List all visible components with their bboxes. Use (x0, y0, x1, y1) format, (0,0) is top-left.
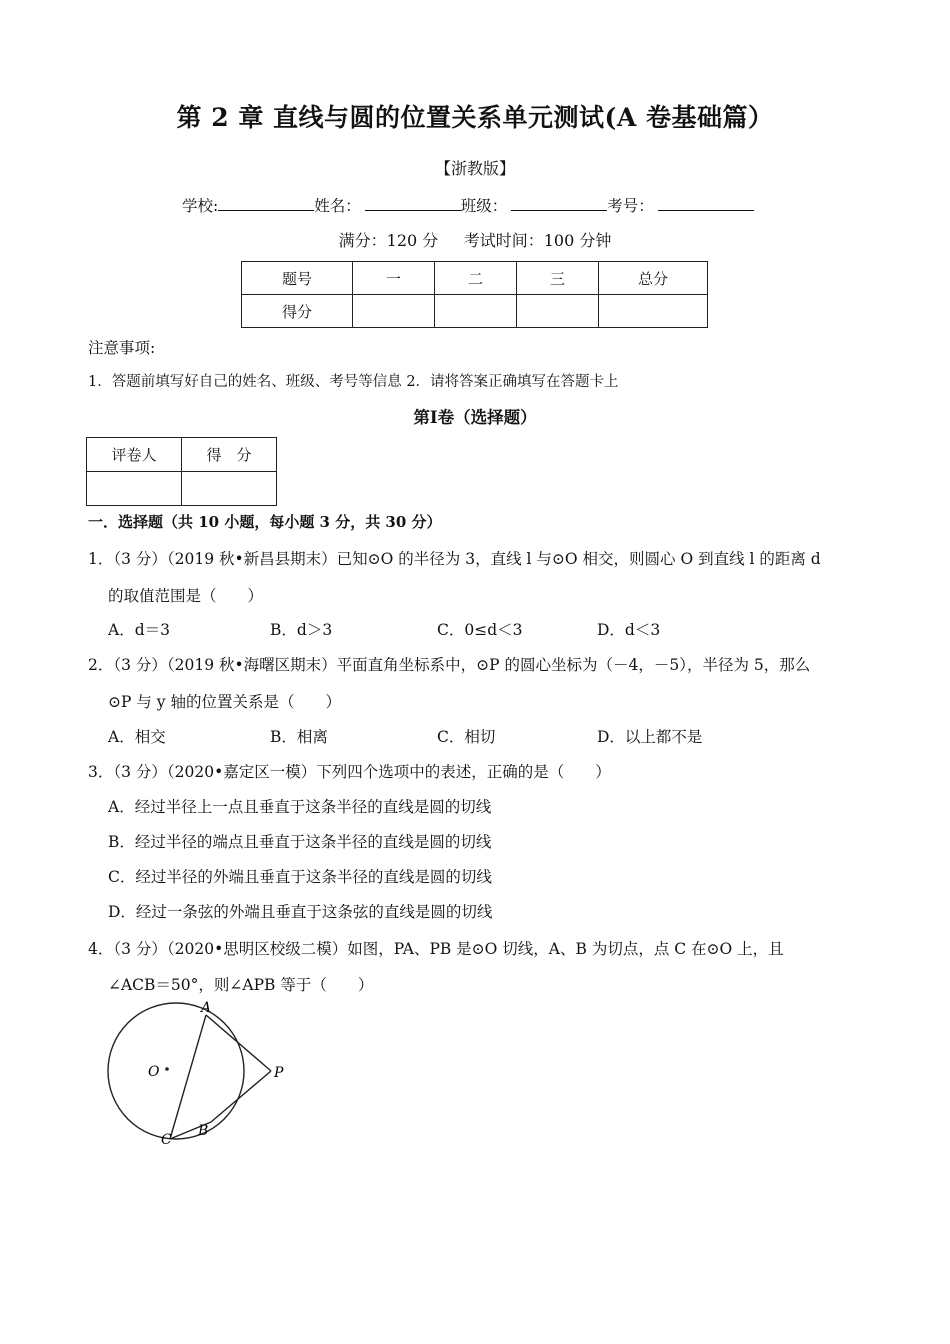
exam-no-label: 考号： (607, 197, 654, 215)
label-p: P (274, 1065, 284, 1081)
score-cell[interactable] (182, 472, 277, 506)
q2-option-d[interactable]: D．以上都不是 (597, 728, 703, 746)
score-cell[interactable] (353, 295, 435, 328)
score-time-line: 满分：120 分 考试时间：100 分钟 (338, 231, 612, 250)
score-cell[interactable] (517, 295, 599, 328)
q3-option-c[interactable]: C．经过半径的外端且垂直于这条半径的直线是圆的切线 (108, 868, 492, 886)
q2-stem: 2．（3 分）（2019 秋•海曙区期末）平面直角坐标系中，⊙P 的圆心坐标为（－4，－5），半径为 5，那么 (88, 656, 811, 674)
q2-stem-cont: ⊙P 与 y 轴的位置关系是（ ） (108, 693, 341, 711)
score-table-header-cell: 一 (353, 262, 435, 295)
q1-stem-cont: 的取值范围是（ ） (108, 587, 264, 605)
label-o: O (148, 1064, 160, 1080)
grader-table (86, 437, 277, 506)
score-row-label: 得分 (242, 295, 353, 328)
q1-option-d[interactable]: D．d＜3 (597, 621, 661, 639)
q3-option-d[interactable]: D．经过一条弦的外端且垂直于这条弦的直线是圆的切线 (108, 903, 493, 921)
school-blank[interactable] (218, 195, 314, 211)
grader-cell[interactable] (87, 472, 182, 506)
tangent-pa (206, 1015, 271, 1071)
school-label: 学校: (182, 197, 219, 215)
q3-option-a[interactable]: A．经过半径上一点且垂直于这条半径的直线是圆的切线 (108, 798, 492, 816)
edition-label: 【浙教版】 (434, 159, 515, 178)
section-title: 第Ⅰ卷（选择题） (413, 408, 537, 427)
score-table-header-cell: 总分 (599, 262, 708, 295)
label-a: A (201, 1000, 212, 1016)
q4-stem: 4．（3 分）（2020•思明区校级二模）如图，PA、PB 是⊙O 切线，A、B 为切点，点 C 在⊙O 上，且 (88, 940, 784, 958)
q4-figure (100, 998, 300, 1150)
name-label: 姓名： (314, 197, 361, 215)
q2-option-b[interactable]: B．相离 (270, 728, 328, 746)
grader-header: 评卷人 (87, 438, 182, 472)
q1-option-a[interactable]: A．d＝3 (108, 621, 170, 639)
name-blank[interactable] (365, 195, 461, 211)
score-table-header-cell: 二 (435, 262, 517, 295)
class-label: 班级： (460, 197, 508, 215)
score-cell[interactable] (599, 295, 708, 328)
score-table-header-cell: 三 (517, 262, 599, 295)
student-info-line (182, 194, 754, 216)
q1-option-b[interactable]: B．d＞3 (270, 621, 333, 639)
q2-option-c[interactable]: C．相切 (437, 728, 496, 746)
center-point (165, 1067, 169, 1071)
score-table-header-cell: 题号 (242, 262, 353, 295)
class-blank[interactable] (511, 195, 607, 211)
section-heading: 一．选择题（共 10 小题，每小题 3 分，共 30 分） (88, 513, 442, 531)
page-title: 第 2 章 直线与圆的位置关系单元测试(A 卷基础篇） (176, 103, 774, 132)
notes-line: 1．答题前填写好自己的姓名、班级、考号等信息 2．请将答案正确填写在答题卡上 (88, 374, 619, 390)
q3-option-b[interactable]: B．经过半径的端点且垂直于这条半径的直线是圆的切线 (108, 833, 492, 851)
exam-no-blank[interactable] (658, 195, 754, 211)
q1-stem: 1．（3 分）（2019 秋•新昌县期末）已知⊙O 的半径为 3，直线 l 与⊙O 相交，则圆心 O 到直线 l 的距离 d (88, 550, 821, 568)
q2-option-a[interactable]: A．相交 (108, 728, 166, 746)
chord-ac (170, 1015, 209, 1139)
score-cell[interactable] (435, 295, 517, 328)
score-table (241, 261, 708, 328)
tangent-pb (211, 1071, 271, 1122)
q1-option-c[interactable]: C．0≤d＜3 (437, 621, 523, 639)
q4-stem-cont: ∠ACB＝50°，则∠APB 等于（ ） (108, 976, 374, 994)
notes-heading: 注意事项: (88, 339, 156, 357)
score-header: 得 分 (182, 438, 277, 472)
q3-stem: 3．（3 分）（2020•嘉定区一模）下列四个选项中的表述，正确的是（ ） (88, 763, 611, 781)
label-b: B (198, 1123, 209, 1139)
label-c: C (161, 1132, 172, 1148)
